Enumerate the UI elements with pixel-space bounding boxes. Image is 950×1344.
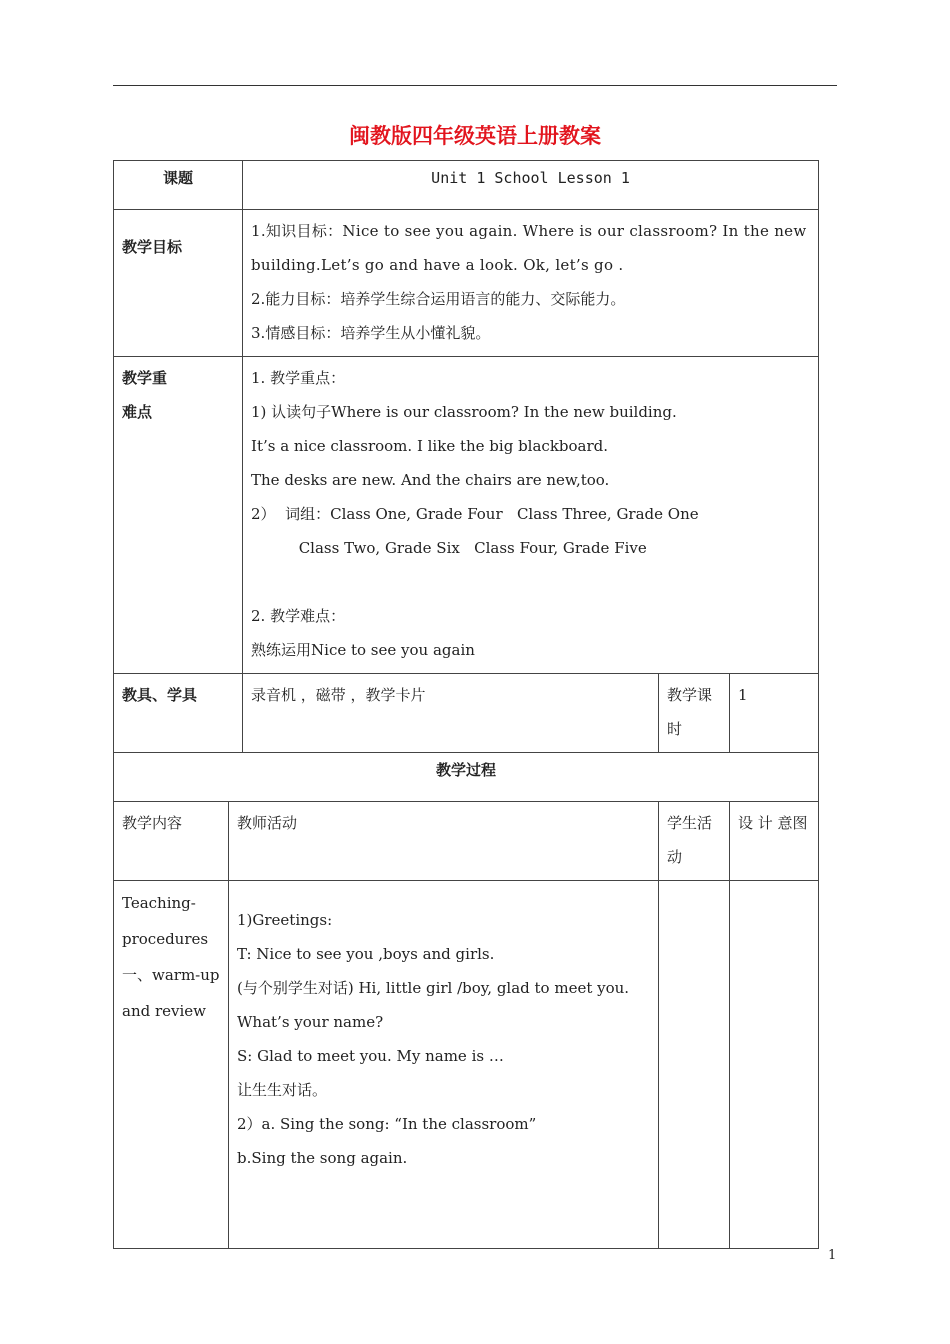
process-heading: 教学过程 — [114, 753, 819, 802]
teacher-line: S: Glad to meet you. My name is … — [237, 1047, 504, 1065]
student-cell — [659, 881, 730, 1249]
objectives-row — [114, 210, 819, 357]
objectives-label-text: 教学目标 — [122, 238, 183, 256]
key-points-label-line2: 难点 — [122, 403, 153, 421]
key-points-cell — [243, 357, 819, 674]
col-student-header: 学生活动 — [659, 802, 730, 881]
teacher-line: What’s your name? — [237, 1013, 384, 1031]
hours-label: 教学课时 — [659, 674, 730, 753]
objectives-label — [114, 210, 243, 357]
objectives-cell — [243, 210, 819, 357]
key-points-row — [114, 357, 819, 674]
tools-value: 录音机 ，磁带 ，教学卡片 — [243, 674, 659, 753]
teacher-line: (与个别学生对话) Hi, little girl /boy, glad to meet you. — [237, 979, 630, 997]
topic-label: 课题 — [114, 161, 243, 210]
tools-label: 教具、学具 — [114, 674, 243, 753]
content-line: 一、warm-up and review — [122, 966, 220, 1020]
key-point-line: 1. 教学重点： — [251, 369, 346, 387]
key-point-line: The desks are new. And the chairs are new,too. — [251, 471, 610, 489]
key-point-line: 熟练运用Nice to see you again — [251, 641, 475, 659]
objective-knowledge: 1.知识目标：Nice to see you again. Where is our classroom? In the new building.Let’s go and have a look. Ok, let’s go . — [251, 222, 807, 274]
process-row-warmup — [114, 881, 819, 1249]
header-rule — [113, 85, 837, 86]
key-point-spacer — [251, 565, 810, 599]
key-point-line: 2） 词组：Class One, Grade Four Class Three, Grade One — [251, 505, 699, 523]
objective-emotion: 3.情感目标：培养学生从小懂礼貌。 — [251, 324, 491, 342]
teacher-line: 1)Greetings: — [237, 911, 333, 929]
content-cell — [114, 881, 229, 1249]
col-content-header: 教学内容 — [114, 802, 229, 881]
lesson-plan-table — [113, 160, 819, 1249]
col-design-header: 设 计 意图 — [730, 802, 819, 881]
teacher-line: 2）a. Sing the song: “In the classroom” — [237, 1115, 537, 1133]
teacher-line: T: Nice to see you ,boys and girls. — [237, 945, 495, 963]
key-point-line: It’s a nice classroom. I like the big blackboard. — [251, 437, 609, 455]
process-heading-row — [114, 753, 819, 802]
teacher-line: 让生生对话。 — [237, 1081, 328, 1099]
teacher-line: b.Sing the song again. — [237, 1149, 408, 1167]
key-point-line: 1) 认读句子Where is our classroom? In the new building. — [251, 403, 677, 421]
hours-value: 1 — [730, 674, 819, 753]
col-teacher-header: 教师活动 — [229, 802, 659, 881]
topic-value: Unit 1 School Lesson 1 — [243, 161, 819, 210]
key-points-label-line1: 教学重 — [122, 369, 168, 387]
topic-row — [114, 161, 819, 210]
content-line: Teaching-procedures — [122, 894, 209, 948]
objective-ability: 2.能力目标：培养学生综合运用语言的能力、交际能力。 — [251, 290, 626, 308]
key-point-line: Class Two, Grade Six Class Four, Grade Five — [251, 539, 647, 557]
key-point-line: 2. 教学难点： — [251, 607, 346, 625]
page-number: 1 — [828, 1248, 837, 1263]
tools-row — [114, 674, 819, 753]
teacher-cell — [229, 881, 659, 1249]
key-points-label — [114, 357, 243, 674]
process-columns-row — [114, 802, 819, 881]
design-cell — [730, 881, 819, 1249]
document-title: 闽教版四年级英语上册教案 — [349, 124, 601, 148]
